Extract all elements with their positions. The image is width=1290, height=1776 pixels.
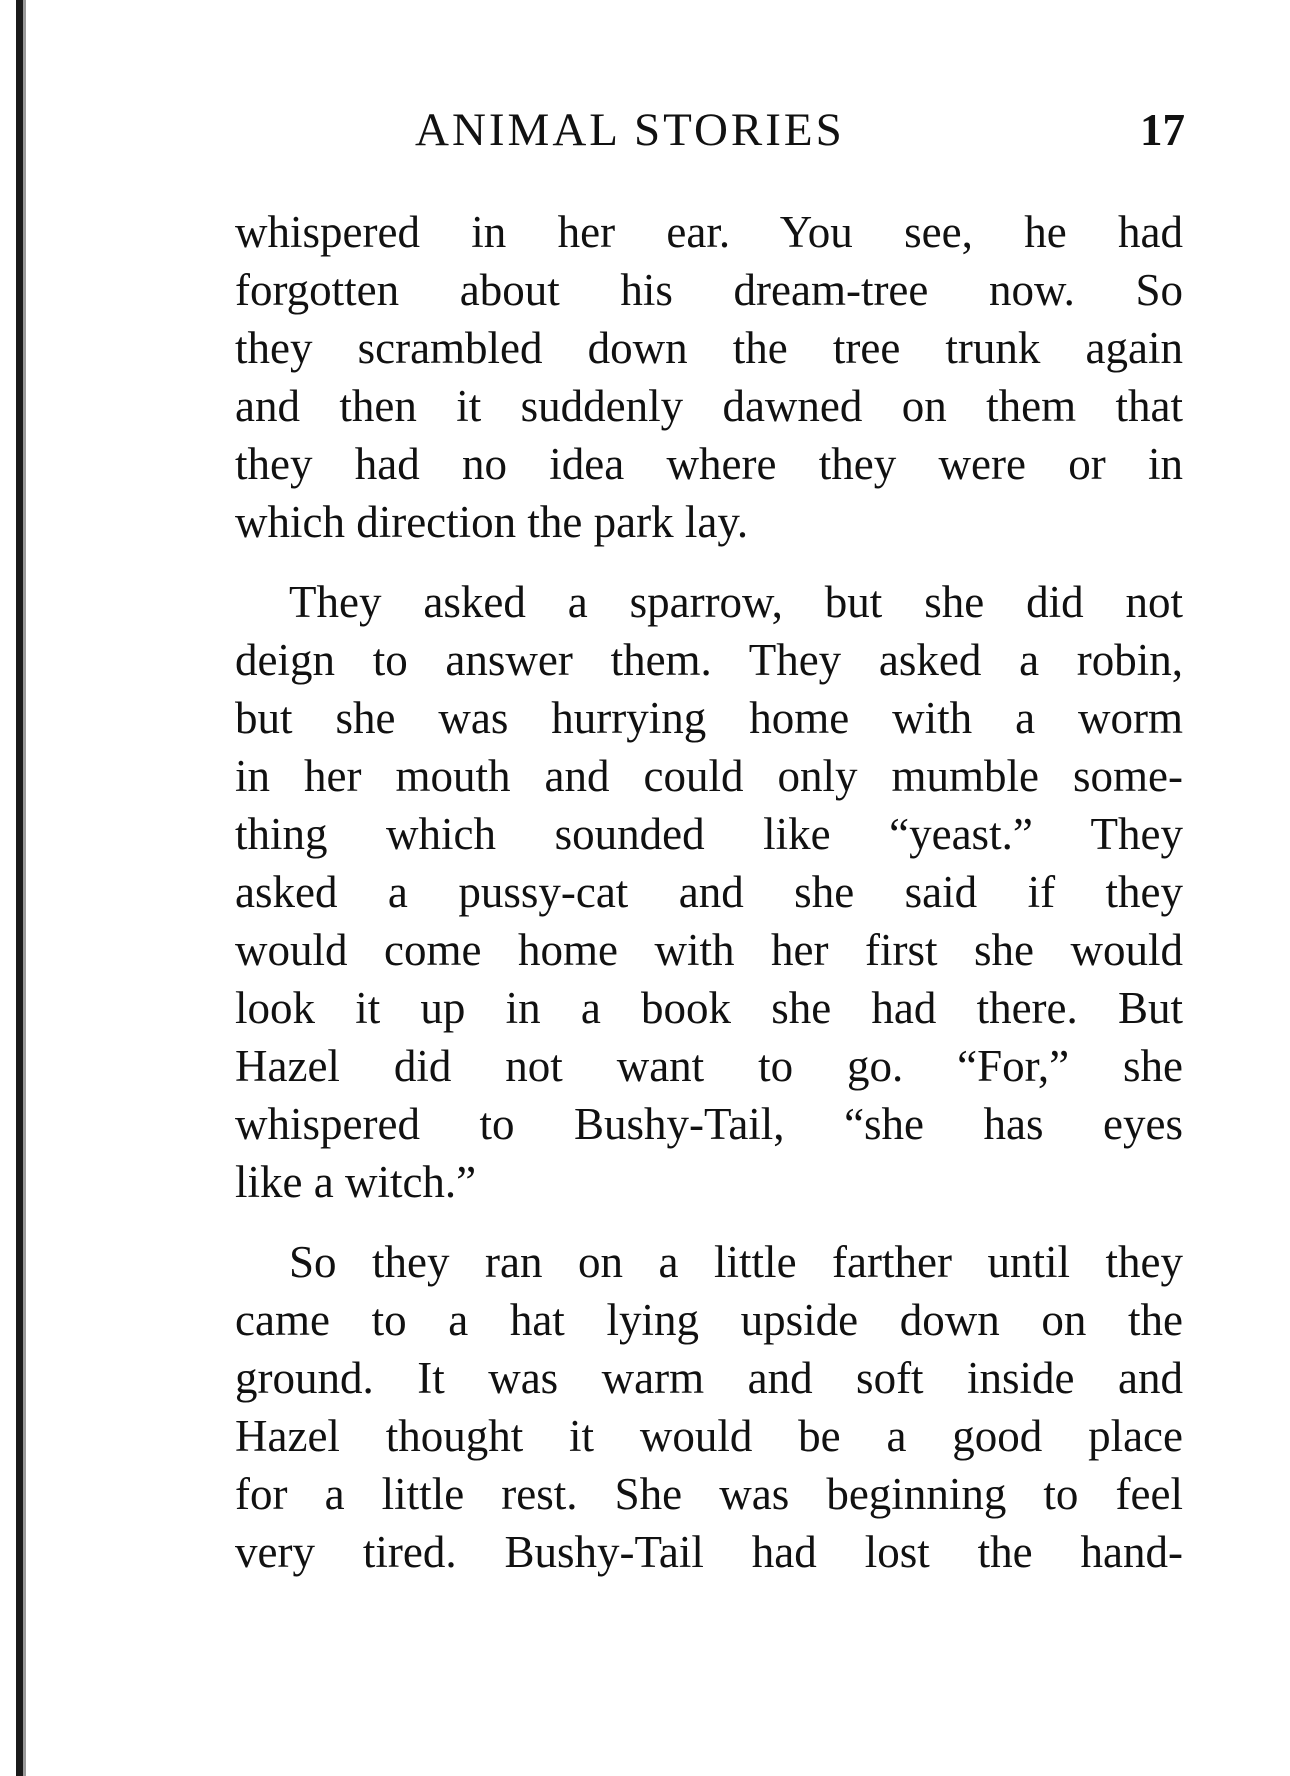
page-binding-edge xyxy=(16,0,23,1776)
paragraph-1 xyxy=(235,203,1183,551)
page-binding-shadow xyxy=(23,0,26,1776)
running-head xyxy=(235,104,1185,156)
body-text xyxy=(235,203,1183,1581)
text-line: which direction the park lay. xyxy=(235,497,749,547)
text-line: So they ran on a little farther until they xyxy=(289,1237,1183,1287)
paragraph-3 xyxy=(235,1233,1183,1581)
text-line: asked a pussy-cat and she said if they xyxy=(235,867,1183,917)
text-line: and then it suddenly dawned on them that xyxy=(235,381,1183,431)
page-number: 17 xyxy=(1140,105,1185,155)
text-line: whispered to Bushy-Tail, “she has eyes xyxy=(235,1099,1183,1149)
text-line: in her mouth and could only mumble some- xyxy=(235,751,1183,801)
text-line: ground. It was warm and soft inside and xyxy=(235,1353,1183,1403)
text-line: very tired. Bushy-Tail had lost the hand- xyxy=(235,1527,1183,1577)
text-line: thing which sounded like “yeast.” They xyxy=(235,809,1183,859)
text-line: whispered in her ear. You see, he had xyxy=(235,207,1183,257)
text-line: deign to answer them. They asked a robin, xyxy=(235,635,1183,685)
running-title: ANIMAL STORIES xyxy=(415,104,845,156)
text-line: came to a hat lying upside down on the xyxy=(235,1295,1183,1345)
text-line: They asked a sparrow, but she did not xyxy=(289,577,1183,627)
text-line: like a witch.” xyxy=(235,1157,477,1207)
text-line: would come home with her first she would xyxy=(235,925,1183,975)
text-line: they scrambled down the tree trunk again xyxy=(235,323,1183,373)
text-line: Hazel did not want to go. “For,” she xyxy=(235,1041,1183,1091)
text-line: but she was hurrying home with a worm xyxy=(235,693,1183,743)
text-line: look it up in a book she had there. But xyxy=(235,983,1183,1033)
text-line: for a little rest. She was beginning to feel xyxy=(235,1469,1183,1519)
paragraph-2 xyxy=(235,573,1183,1211)
text-line: they had no idea where they were or in xyxy=(235,439,1183,489)
text-line: Hazel thought it would be a good place xyxy=(235,1411,1183,1461)
text-line: forgotten about his dream-tree now. So xyxy=(235,265,1183,315)
